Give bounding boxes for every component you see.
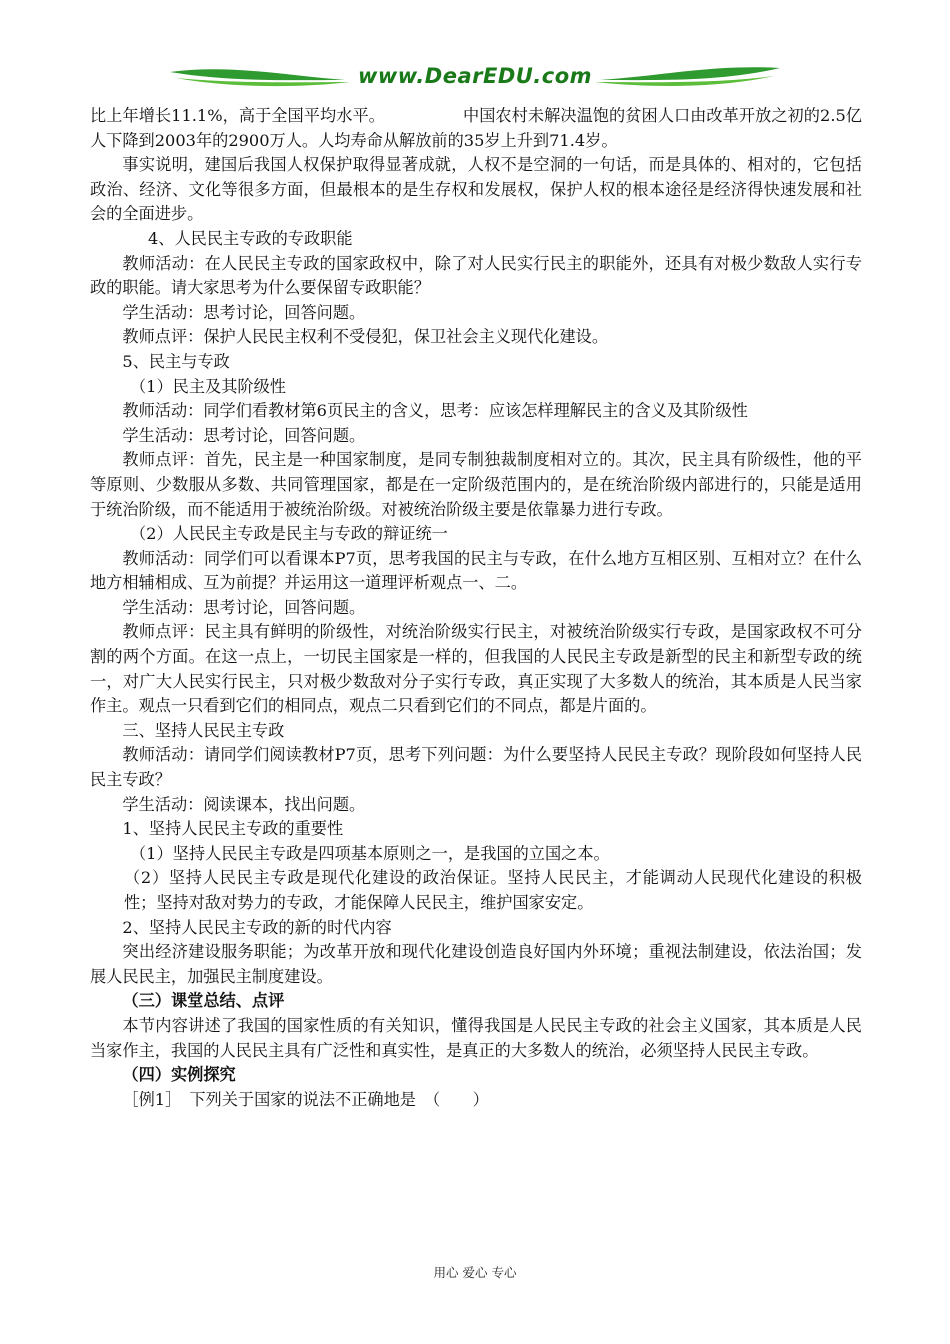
paragraph: 教师点评：保护人民民主权利不受侵犯，保卫社会主义现代化建设。 [122, 327, 609, 347]
paragraph: 学生活动：思考讨论，回答问题。 [122, 425, 366, 445]
section-heading: 5、民主与专政 [122, 351, 230, 371]
paragraph: 学生活动：阅读课本，找出问题。 [122, 794, 366, 814]
section-heading: 1、坚持人民民主专政的重要性 [122, 819, 344, 839]
section-heading-bold: （四）实例探究 [122, 1065, 236, 1085]
paragraph: 突出经济建设服务职能；为改革开放和现代化建设创造良好国内外环境；重视法制建设，依法治国；发展人民民主，加强民主制度建设。 [90, 942, 862, 986]
paragraph: 教师点评：首先，民主是一种国家制度，是同专制独裁制度相对立的。其次，民主具有阶级性，他的平等原则、少数服从多数、共同管理国家，都是在一定阶级范围内的，是在统治阶级内部进行的，只能是适用于统治阶级，而不能适用于被统治阶级。对被统治阶级主要是依靠暴力进行专政。 [90, 450, 862, 519]
example-question: ［例1］ 下列关于国家的说法不正确地是 （ ） [122, 1089, 489, 1109]
paragraph: 学生活动：思考讨论，回答问题。 [122, 302, 366, 322]
paragraph: 教师点评：民主具有鲜明的阶级性，对统治阶级实行民主，对被统治阶级实行专政，是国家政权不可分割的两个方面。在这一点上，一切民主国家是一样的，但我国的人民民主专政是新型的民主和新型专政的统一，对广大人民实行民主，只对极少数敌对分子实行专政，真正实现了大多数人的统治，其本质是人民当家作主。观点一只看到它们的相同点，观点二只看到它们的不同点，都是片面的。 [90, 622, 862, 716]
section-heading: 三、坚持人民民主专政 [122, 720, 285, 740]
page-footer: 用心 爱心 专心 [433, 1265, 517, 1280]
paragraph: 学生活动：思考讨论，回答问题。 [122, 597, 366, 617]
paragraph: 教师活动：同学们可以看课本P7页，思考我国的民主与专政，在什么地方互相区别、互相对立？在什么地方相辅相成、互为前提？并运用这一道理评析观点一、二。 [90, 548, 862, 593]
paragraph: 教师活动：同学们看教材第6页民主的含义，思考：应该怎样理解民主的含义及其阶级性 [122, 401, 748, 421]
subsection-heading: （1）民主及其阶级性 [130, 376, 286, 396]
paragraph: （2）坚持人民民主专政是现代化建设的政治保证。坚持人民民主，才能调动人民现代化建设的积极性；坚持对敌对势力的专政，才能保障人民民主，维护国家安定。 [124, 868, 862, 912]
paragraph: 教师活动：请同学们阅读教材P7页，思考下列问题：为什么要坚持人民民主专政？现阶段如何坚持人民民主专政？ [90, 745, 862, 790]
document-body [90, 104, 862, 1112]
section-heading: 2、坚持人民民主专政的新的时代内容 [122, 917, 392, 937]
paragraph: （1）坚持人民民主专政是四项基本原则之一，是我国的立国之本。 [130, 843, 610, 863]
site-header-banner [170, 58, 780, 98]
site-logo-text: www.DearEDU.com [357, 64, 593, 88]
paragraph: 教师活动：在人民民主专政的国家政权中，除了对人民实行民主的职能外，还具有对极少数敌人实行专政的职能。请大家思考为什么要保留专政职能？ [90, 253, 862, 298]
subsection-heading: （2）人民民主专政是民主与专政的辩证统一 [130, 524, 448, 544]
section-heading: 4、人民民主专政的专政职能 [148, 228, 353, 248]
section-heading-bold: （三）课堂总结、点评 [122, 991, 285, 1011]
paragraph: 比上年增长11.1%，高于全国平均水平。 中国农村未解决温饱的贫困人口由改革开放之初的2.5亿人下降到2003年的2900万人。人均寿命从解放前的35岁上升到71.4岁。 [90, 106, 862, 150]
paragraph: 事实说明，建国后我国人权保护取得显著成就，人权不是空洞的一句话，而是具体的、相对的，它包括政治、经济、文化等很多方面，但最根本的是生存权和发展权，保护人权的根本途径是经济得快速发展和社会的全面进步。 [90, 155, 862, 224]
paragraph: 本节内容讲述了我国的国家性质的有关知识，懂得我国是人民民主专政的社会主义国家，其本质是人民当家作主，我国的人民民主具有广泛性和真实性，是真正的大多数人的统治，必须坚持人民民主专政。 [90, 1015, 862, 1060]
